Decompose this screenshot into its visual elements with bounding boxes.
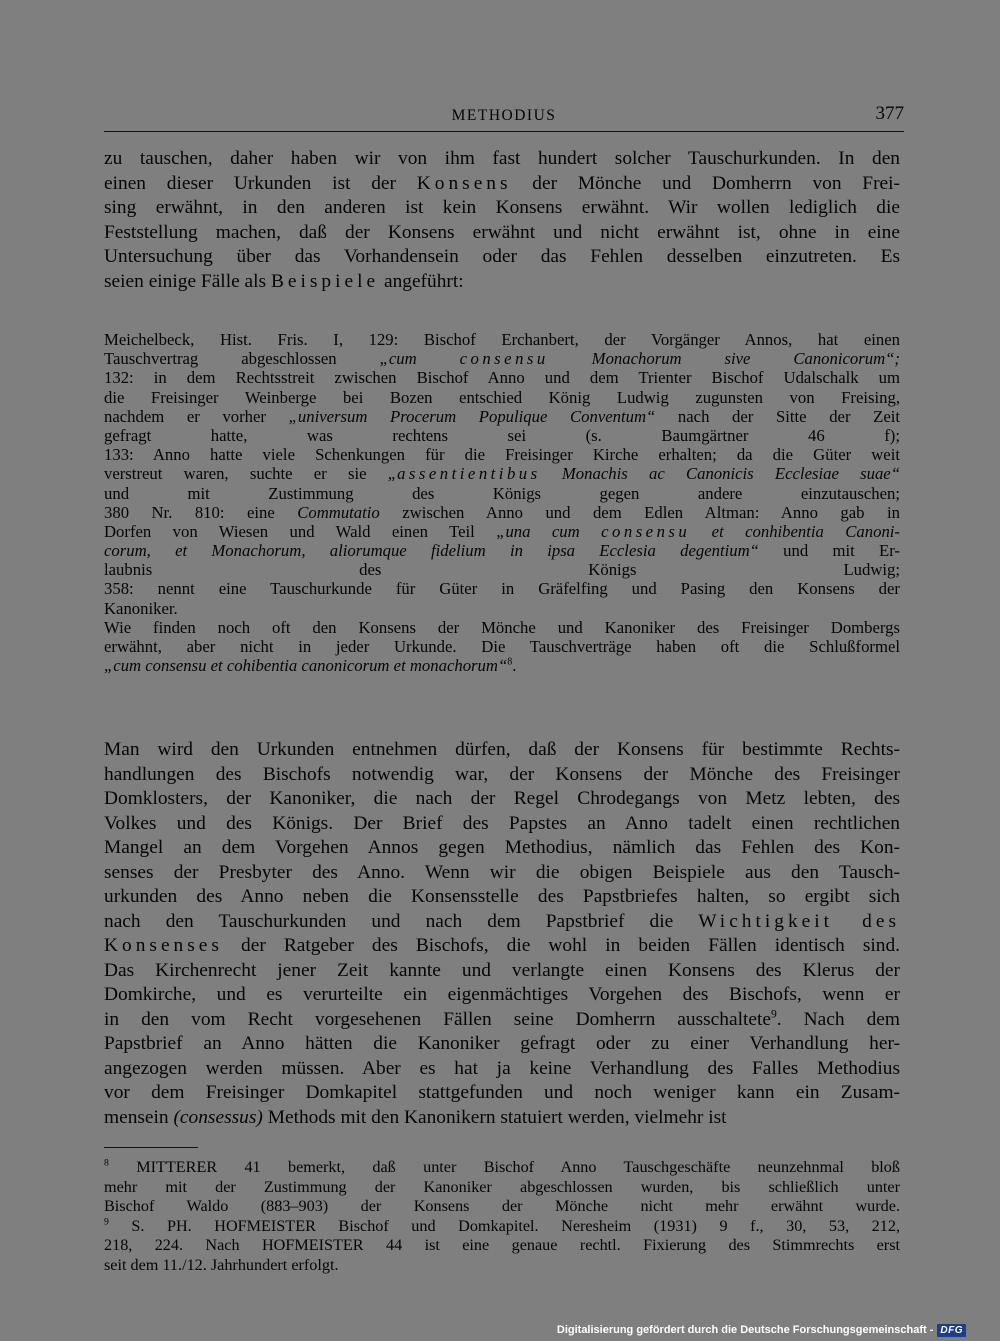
text-line: 133: Anno hatte viele Schenkungen für die Freisinger Kirche erhalten; da die Güter weit: [104, 445, 900, 465]
emphasis-run: Beispiele: [270, 270, 380, 292]
text-line: urkunden des Anno neben die Konsensstelle des Papstbriefes halten, so ergibt sich: [104, 886, 900, 907]
dfg-logo: DFG: [937, 1324, 966, 1337]
text-line: $^8$ MITTERER 41 bemerkt, daß unter Bischof Anno Tauschgeschäfte neunzehnmal bloß: [104, 1157, 900, 1176]
text-line: Volkes und des Königs. Der Brief des Papstes an Anno tadelt einen rechtlichen: [104, 812, 900, 834]
text-line: „cum consensu et cohibentia canonicorum et monachorum“$^8$.: [104, 656, 517, 676]
text-line: gefragt hatte, was rechtens sei (s. Baumgärtner 46 f);: [104, 425, 900, 445]
text-line: und mit Zustimmung des Königs gegen andere einzutauschen;: [104, 483, 900, 503]
emphasis-run: „cum consensu et cohibentia canonicorum et monachorum“: [104, 656, 508, 676]
text-line: mehr mit der Zustimmung der Kanoniker abgeschlossen wurden, bis schließlich unter: [104, 1177, 900, 1196]
text-line: Untersuchung über das Vorhandensein oder das Fehlen desselben einzutreten. Es: [104, 246, 900, 267]
footnote-marker: 8: [507, 656, 513, 668]
emphasis-run: „universum Procerum Populique Conventum“: [288, 406, 656, 426]
emphasis-run: assentientibus: [397, 464, 541, 484]
text-line: Meichelbeck, Hist. Fris. I, 129: Bischof Erchanbert, der Vorgänger Annos, hat einen: [104, 330, 900, 349]
quoted-examples: [104, 330, 900, 675]
emphasis-run: (consessus): [173, 1106, 263, 1128]
text-line: einen dieser Urkunden ist der Konsens der Mönche und Domherrn von Frei-: [104, 172, 900, 194]
text-line: Man wird den Urkunden entnehmen dürfen, daß der Konsens für bestimmte Rechts-: [104, 739, 900, 760]
emphasis-run: Commutatio: [297, 502, 380, 522]
text-line: 358: nennt eine Tauschurkunde für Güter in Gräfelfing und Pasing den Konsens der: [104, 579, 900, 599]
credit-text: Digitalisierung gefördert durch die Deutsche Forschungsgemeinschaft -: [556, 1324, 934, 1336]
text-line: sing erwähnt, in den anderen ist kein Konsens erwähnt. Wir wollen lediglich die: [104, 197, 900, 218]
emphasis-run: „una cum: [496, 521, 602, 541]
text-line: Papstbrief an Anno hätten die Kanoniker gefragt oder zu einer Verhandlung her-: [104, 1033, 900, 1054]
text-line: 132: in dem Rechtsstreit zwischen Bischof Anno und dem Trienter Bischof Udalschalk um: [104, 368, 900, 388]
text-line: $^9$ S. PH. HOFMEISTER Bischof und Domkapitel. Neresheim (1931) 9 f., 30, 53, 212,: [104, 1216, 900, 1235]
paragraph-1: [104, 147, 900, 294]
page-number: 377: [875, 103, 904, 124]
header-rule: [104, 131, 904, 132]
running-header: [104, 103, 904, 129]
emphasis-run: Konsens: [416, 172, 512, 194]
text-line: senses der Presbyter des Anno. Wenn wir die obigen Beispiele aus den Tausch-: [104, 861, 900, 883]
footnote-marker: 9: [770, 1007, 777, 1021]
footnote-marker: 9: [104, 1216, 109, 1228]
text-line: verstreut waren, suchte er sie „assentientibus Monachis ac Canonicis Ecclesiae suae“: [104, 464, 900, 484]
emphasis-run: „cum: [379, 349, 460, 369]
emphasis-run: Konsenses: [104, 935, 223, 956]
text-line: nachdem er vorher „universum Procerum Populique Conventum“ nach der Sitte der Zeit: [104, 406, 901, 426]
text-line: Kanoniker.: [104, 598, 178, 618]
text-line: angezogen werden müssen. Aber es hat ja keine Verhandlung des Falles Methodius: [104, 1057, 900, 1079]
text-line: Feststellung machen, daß der Konsens erwähnt und nicht erwähnt ist, ohne in eine: [104, 221, 900, 243]
text-line: vor dem Freisinger Domkapitel stattgefunden und noch weniger kann ein Zusam-: [104, 1082, 900, 1103]
emphasis-run: corum, et Monachorum, aliorumque fidelium in ipsa Ecclesia degentium“: [104, 541, 759, 561]
text-line: Tauschvertrag abgeschlossen „cum consensu Monachorum sive Canonicorum“;: [104, 349, 900, 369]
text-line: zu tauschen, daher haben wir von ihm fast hundert solcher Tauschurkunden. In den: [104, 148, 900, 169]
text-line: 380 Nr. 810: eine Commutatio zwischen Anno und dem Edlen Altman: Anno gab in: [104, 502, 900, 522]
emphasis-run: Monachorum sive Canonicorum“;: [548, 349, 900, 369]
footnote-marker: 8: [104, 1157, 109, 1169]
text-line: mensein (consessus) Methods mit den Kanonikern statuiert werden, vielmehr ist: [104, 1106, 727, 1128]
emphasis-run: „: [387, 464, 398, 484]
text-line: 218, 224. Nach HOFMEISTER 44 ist eine genaue rechtl. Fixierung des Stimmrechts erst: [104, 1236, 900, 1255]
emphasis-run: Monachis ac Canonicis Ecclesiae suae“: [540, 464, 900, 484]
footnotes: [104, 1158, 900, 1276]
emphasis-run: consensu: [459, 349, 549, 369]
text-line: Mangel an dem Vorgehen Annos gegen Methodius, nämlich das Fehlen des Kon-: [104, 837, 900, 858]
text-line: nach den Tauschurkunden und nach dem Papstbrief die Wichtigkeit des: [104, 910, 900, 932]
text-line: Das Kirchenrecht jener Zeit kannte und verlangte einen Konsens des Klerus der: [104, 959, 900, 981]
digitization-credit: [557, 1322, 966, 1338]
text-line: Domklosters, der Kanoniker, die nach der Regel Chrodegangs von Metz lebten, des: [104, 788, 900, 809]
text-line: Dorfen von Wiesen und Wald einen Teil „una cum consensu et conhibentia Canoni-: [104, 521, 900, 541]
emphasis-run: et conhibentia Canoni-: [690, 521, 900, 541]
text-line: corum, et Monachorum, aliorumque fidelium in ipsa Ecclesia degentium“ und mit Er-: [104, 541, 900, 561]
text-line: Bischof Waldo (883–903) der Konsens der Mönche nicht mehr erwähnt wurde.: [104, 1197, 900, 1216]
paragraph-2: [104, 738, 900, 1130]
text-line: in den vom Recht vorgesehenen Fällen seine Domherrn ausschaltete$^9$. Nach dem: [104, 1007, 900, 1030]
text-line: erwähnt, aber nicht in jeder Urkunde. Die Tauschverträge haben oft die Schlußformel: [104, 637, 900, 656]
emphasis-run: consensu: [601, 521, 691, 541]
text-line: handlungen des Bischofs notwendig war, der Konsens der Mönche des Freisinger: [104, 763, 900, 785]
text-line: Domkirche, und es verurteilte ein eigenmächtiges Vorgehen des Bischofs, wenn er: [104, 984, 900, 1005]
text-line: seit dem 11./12. Jahrhundert erfolgt.: [104, 1255, 339, 1274]
text-line: Wie finden noch oft den Konsens der Mönche und Kanoniker des Freisinger Dombergs: [104, 617, 900, 637]
text-line: seien einige Fälle als Beispiele angeführt:: [104, 270, 464, 292]
text-line: Konsenses der Ratgeber des Bischofs, die wohl in beiden Fällen identisch sind.: [104, 935, 900, 956]
footnote-rule: [104, 1147, 198, 1148]
text-line: laubnis des Königs Ludwig;: [104, 560, 900, 580]
text-line: die Freisinger Weinberge bei Bozen entschied König Ludwig zugunsten von Freising,: [104, 387, 900, 407]
emphasis-run: Wichtigkeit des: [698, 910, 900, 932]
running-title: METHODIUS: [451, 107, 557, 124]
